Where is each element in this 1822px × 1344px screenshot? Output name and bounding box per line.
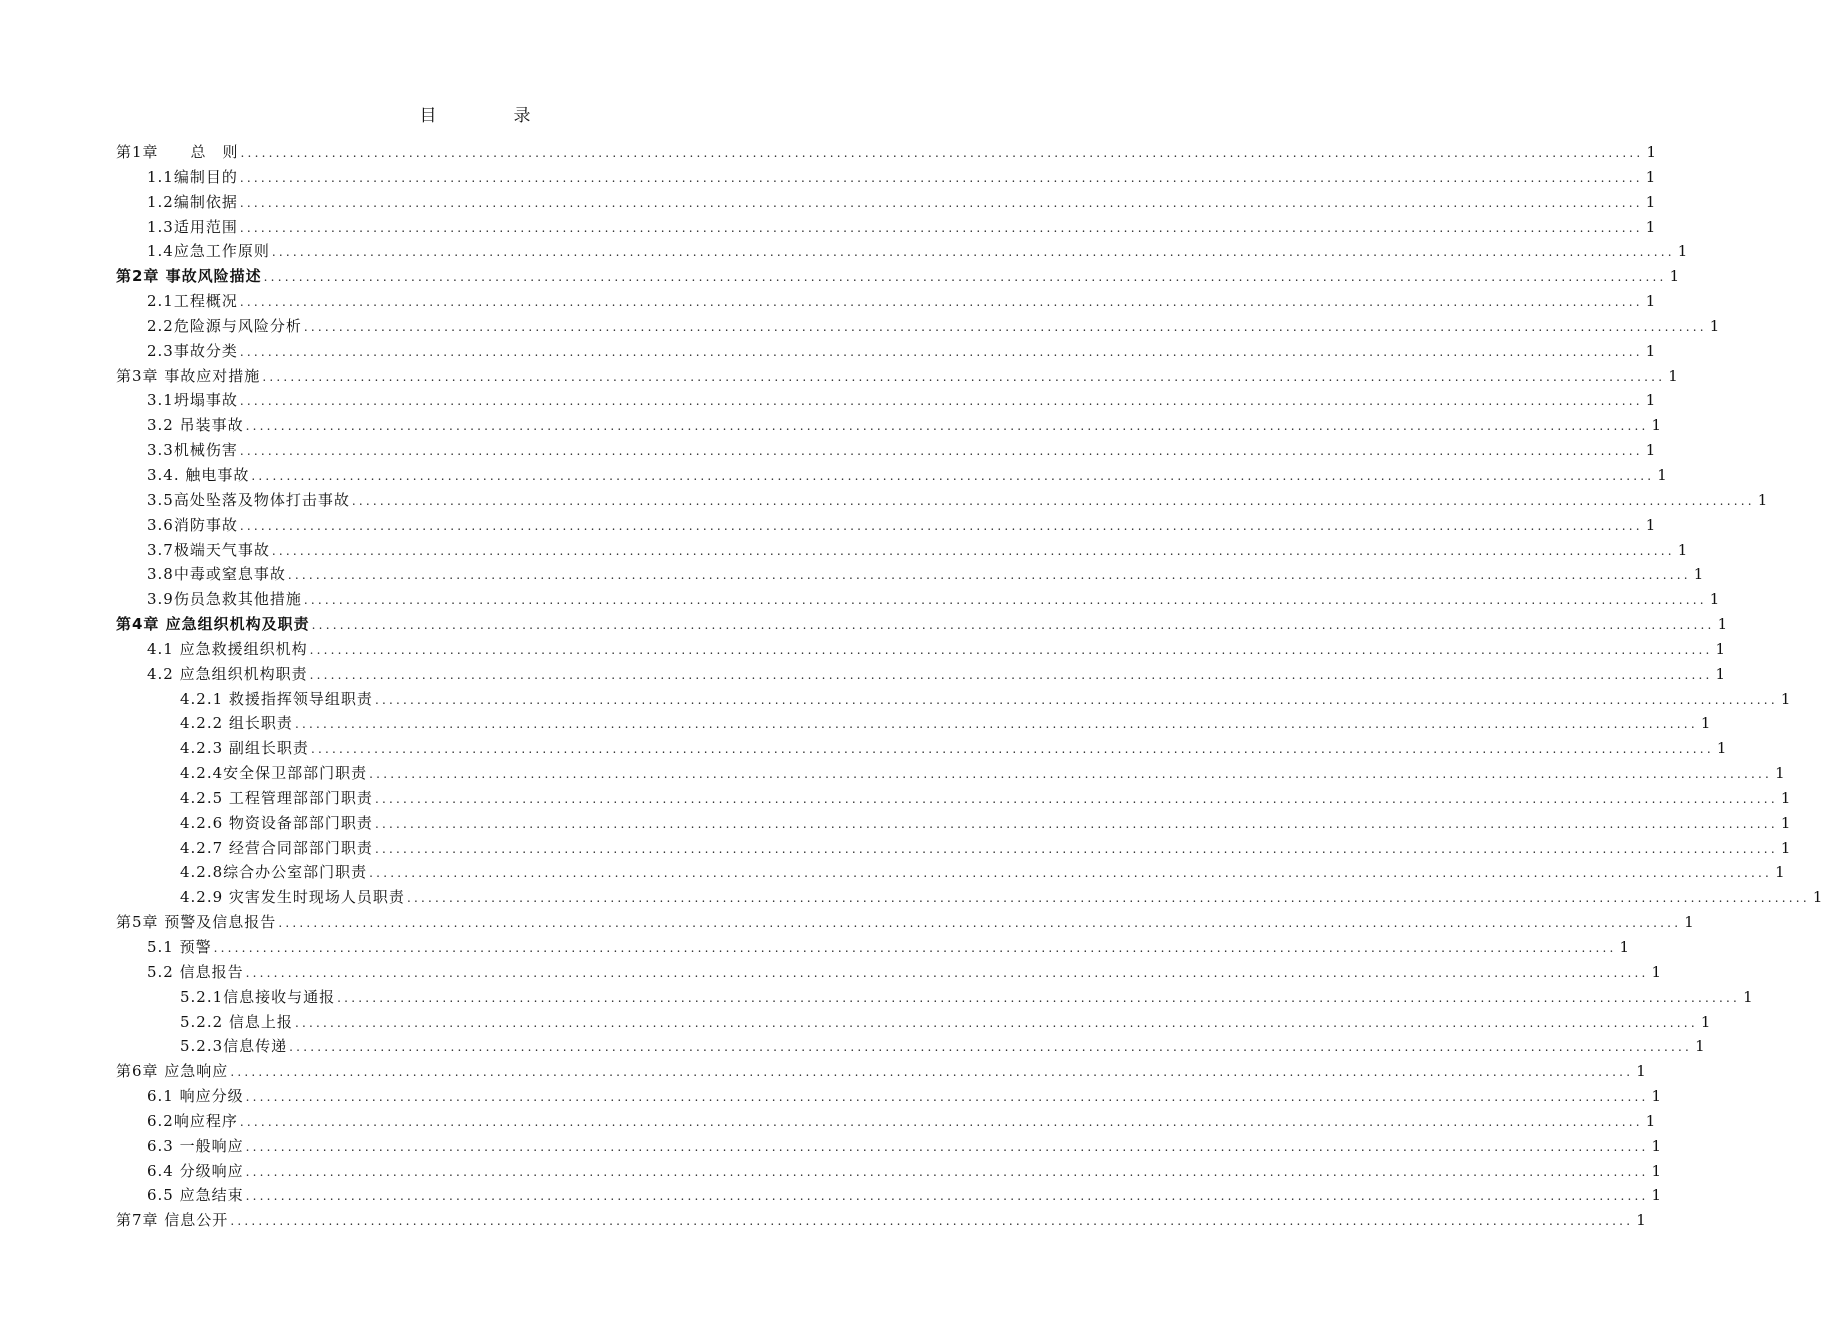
toc-entry-page-number: 1 bbox=[1700, 1012, 1711, 1031]
toc-leader-dots: ........................................................................................................................................................................................................ bbox=[240, 146, 1644, 160]
toc-entry-page-number: 1 bbox=[1645, 292, 1656, 311]
toc-entry[interactable] bbox=[116, 1183, 1662, 1208]
toc-entry-page-number: 1 bbox=[1775, 764, 1785, 783]
toc-entry-page-number: 1 bbox=[1677, 242, 1688, 261]
toc-entry[interactable] bbox=[116, 1109, 1656, 1134]
toc-entry-label: 5.2.2 信息上报 bbox=[180, 1012, 293, 1031]
toc-leader-dots: ........................................................................................................................................................................................................ bbox=[294, 1015, 1698, 1030]
toc-leader-dots: ........................................................................................................................................................................................................ bbox=[278, 916, 1682, 931]
toc-entry-page-number: 1 bbox=[1709, 590, 1720, 609]
toc-leader-dots: ........................................................................................................................................................................................................ bbox=[271, 543, 1675, 558]
toc-entry[interactable] bbox=[116, 388, 1656, 413]
toc-leader-dots: ........................................................................................................................................................................................................ bbox=[239, 195, 1643, 210]
toc-entry[interactable] bbox=[116, 438, 1656, 463]
toc-entry-page-number: 1 bbox=[1743, 987, 1753, 1006]
toc-entry[interactable] bbox=[116, 1034, 1705, 1059]
toc-entry-page-number: 1 bbox=[1645, 192, 1656, 211]
toc-entry[interactable] bbox=[116, 1208, 1646, 1233]
toc-leader-dots: ........................................................................................................................................................................................................ bbox=[239, 344, 1643, 359]
toc-entry-label: 5.2.1信息接收与通报 bbox=[180, 987, 336, 1006]
toc-entry[interactable] bbox=[116, 538, 1688, 563]
toc-entry[interactable] bbox=[116, 513, 1656, 538]
toc-entry[interactable] bbox=[116, 413, 1662, 438]
toc-entry-page-number: 1 bbox=[1651, 1136, 1662, 1155]
toc-entry-page-number: 1 bbox=[1636, 1211, 1646, 1230]
table-of-contents bbox=[116, 140, 1822, 1233]
toc-leader-dots: ........................................................................................................................................................................................................ bbox=[369, 767, 1773, 782]
toc-entry-label: 1.3适用范围 bbox=[147, 217, 238, 236]
toc-entry[interactable] bbox=[116, 587, 1720, 612]
toc-entry-page-number: 1 bbox=[1645, 1111, 1656, 1130]
toc-leader-dots: ........................................................................................................................................................................................................ bbox=[406, 891, 1810, 906]
toc-entry-page-number: 1 bbox=[1757, 490, 1768, 509]
toc-title: 目 录 bbox=[419, 106, 561, 126]
toc-entry-label: 第4章 应急组织机构及职责 bbox=[116, 615, 310, 634]
toc-leader-dots: ........................................................................................................................................................................................................ bbox=[374, 816, 1778, 831]
toc-entry-page-number: 1 bbox=[1645, 167, 1656, 186]
toc-entry-page-number: 1 bbox=[1669, 267, 1680, 286]
toc-leader-dots: ........................................................................................................................................................................................................ bbox=[337, 990, 1741, 1005]
toc-entry[interactable] bbox=[116, 463, 1667, 488]
toc-entry[interactable] bbox=[116, 836, 1791, 861]
toc-leader-dots: ........................................................................................................................................................................................................ bbox=[245, 419, 1649, 434]
toc-entry[interactable] bbox=[116, 289, 1656, 314]
toc-leader-dots: ........................................................................................................................................................................................................ bbox=[287, 568, 1691, 583]
toc-leader-dots: ........................................................................................................................................................................................................ bbox=[245, 1139, 1649, 1154]
toc-entry-page-number: 1 bbox=[1668, 366, 1678, 385]
toc-leader-dots: ........................................................................................................................................................................................................ bbox=[309, 667, 1713, 682]
toc-entry-label: 3.4. 触电事故 bbox=[147, 465, 250, 484]
toc-leader-dots: ........................................................................................................................................................................................................ bbox=[303, 593, 1707, 608]
toc-entry-page-number: 1 bbox=[1716, 739, 1727, 758]
toc-leader-dots: ........................................................................................................................................................................................................ bbox=[311, 618, 1715, 633]
toc-entry-label: 5.2 信息报告 bbox=[147, 962, 244, 981]
toc-entry-page-number: 1 bbox=[1715, 639, 1726, 658]
toc-entry[interactable] bbox=[116, 1010, 1711, 1035]
toc-entry-label: 2.1工程概况 bbox=[147, 292, 238, 311]
toc-entry-label: 第5章 预警及信息报告 bbox=[116, 913, 277, 932]
toc-entry-label: 6.5 应急结束 bbox=[147, 1186, 244, 1205]
toc-leader-dots: ........................................................................................................................................................................................................ bbox=[239, 518, 1643, 533]
toc-entry-label: 5.2.3信息传递 bbox=[180, 1037, 288, 1056]
toc-entry[interactable] bbox=[116, 811, 1791, 836]
toc-entry[interactable] bbox=[116, 239, 1688, 264]
toc-leader-dots: ........................................................................................................................................................................................................ bbox=[213, 941, 1617, 955]
toc-leader-dots: ........................................................................................................................................................................................................ bbox=[369, 866, 1773, 881]
toc-leader-dots: ........................................................................................................................................................................................................ bbox=[309, 642, 1713, 657]
toc-entry-page-number: 1 bbox=[1646, 143, 1656, 161]
toc-leader-dots: ........................................................................................................................................................................................................ bbox=[239, 394, 1643, 409]
toc-entry-label: 4.2.7 经营合同部部门职责 bbox=[180, 838, 373, 857]
toc-entry-label: 2.3事故分类 bbox=[147, 341, 238, 360]
toc-entry-page-number: 1 bbox=[1651, 1087, 1662, 1106]
toc-entry-label: 4.1 应急救援组织机构 bbox=[147, 639, 308, 658]
toc-entry-page-number: 1 bbox=[1812, 888, 1822, 907]
toc-leader-dots: ........................................................................................................................................................................................................ bbox=[251, 468, 1655, 483]
toc-leader-dots: ........................................................................................................................................................................................................ bbox=[271, 245, 1675, 260]
toc-entry-page-number: 1 bbox=[1651, 1186, 1662, 1205]
toc-entry-page-number: 1 bbox=[1619, 938, 1630, 956]
toc-entry-page-number: 1 bbox=[1657, 465, 1667, 484]
toc-leader-dots: ........................................................................................................................................................................................................ bbox=[230, 1214, 1634, 1229]
toc-leader-dots: ........................................................................................................................................................................................................ bbox=[239, 295, 1643, 310]
toc-leader-dots: ........................................................................................................................................................................................................ bbox=[230, 1065, 1634, 1080]
toc-entry[interactable] bbox=[116, 711, 1711, 736]
toc-entry[interactable] bbox=[116, 215, 1656, 240]
toc-leader-dots: ........................................................................................................................................................................................................ bbox=[262, 369, 1666, 384]
toc-entry[interactable] bbox=[116, 1134, 1662, 1159]
toc-entry[interactable] bbox=[116, 612, 1728, 637]
toc-entry-page-number: 1 bbox=[1645, 515, 1656, 534]
toc-entry[interactable] bbox=[116, 1159, 1662, 1184]
toc-entry-label: 4.2.6 物资设备部部门职责 bbox=[180, 813, 373, 832]
toc-leader-dots: ........................................................................................................................................................................................................ bbox=[374, 791, 1778, 806]
toc-leader-dots: ........................................................................................................................................................................................................ bbox=[303, 319, 1707, 334]
toc-entry-label: 3.6消防事故 bbox=[147, 515, 238, 534]
toc-entry-label: 5.1 预警 bbox=[147, 938, 212, 956]
toc-leader-dots: ........................................................................................................................................................................................................ bbox=[310, 742, 1714, 757]
toc-leader-dots: ........................................................................................................................................................................................................ bbox=[239, 1114, 1643, 1129]
toc-entry-page-number: 1 bbox=[1693, 565, 1704, 584]
toc-entry[interactable] bbox=[116, 140, 1656, 165]
toc-leader-dots: ........................................................................................................................................................................................................ bbox=[289, 1040, 1693, 1055]
toc-entry-page-number: 1 bbox=[1780, 689, 1791, 708]
toc-entry-page-number: 1 bbox=[1645, 341, 1656, 360]
toc-entry-label: 3.7极端天气事故 bbox=[147, 540, 270, 559]
toc-leader-dots: ........................................................................................................................................................................................................ bbox=[245, 1090, 1649, 1105]
toc-entry-page-number: 1 bbox=[1651, 962, 1662, 981]
toc-entry-label: 4.2 应急组织机构职责 bbox=[147, 664, 308, 683]
toc-entry-label: 6.3 一般响应 bbox=[147, 1136, 244, 1155]
toc-entry-label: 1.1编制目的 bbox=[147, 167, 238, 186]
toc-entry-label: 3.3机械伤害 bbox=[147, 441, 238, 460]
toc-entry-page-number: 1 bbox=[1715, 664, 1726, 683]
toc-leader-dots: ........................................................................................................................................................................................................ bbox=[351, 493, 1755, 508]
toc-entry-page-number: 1 bbox=[1684, 913, 1694, 932]
toc-leader-dots: ........................................................................................................................................................................................................ bbox=[245, 1189, 1649, 1204]
toc-entry-page-number: 1 bbox=[1645, 441, 1656, 460]
toc-entry[interactable] bbox=[116, 910, 1694, 935]
toc-entry-label: 3.8中毒或窒息事故 bbox=[147, 565, 286, 584]
toc-entry-page-number: 1 bbox=[1709, 316, 1720, 335]
toc-entry-label: 1.2编制依据 bbox=[147, 192, 238, 211]
toc-leader-dots: ........................................................................................................................................................................................................ bbox=[239, 220, 1643, 235]
toc-entry[interactable] bbox=[116, 1084, 1662, 1109]
toc-entry[interactable] bbox=[116, 339, 1656, 364]
toc-entry-label: 3.1坍塌事故 bbox=[147, 391, 238, 410]
toc-entry[interactable] bbox=[116, 190, 1656, 215]
toc-entry[interactable] bbox=[116, 314, 1720, 339]
toc-entry-label: 4.2.9 灾害发生时现场人员职责 bbox=[180, 888, 405, 907]
toc-leader-dots: ........................................................................................................................................................................................................ bbox=[374, 692, 1778, 707]
toc-entry-page-number: 1 bbox=[1651, 1161, 1662, 1180]
toc-entry-page-number: 1 bbox=[1717, 615, 1728, 634]
toc-entry[interactable] bbox=[116, 786, 1791, 811]
toc-entry[interactable] bbox=[116, 885, 1822, 910]
toc-entry-label: 4.2.1 救援指挥领导组职责 bbox=[180, 689, 373, 708]
toc-leader-dots: ........................................................................................................................................................................................................ bbox=[263, 270, 1667, 285]
toc-entry-page-number: 1 bbox=[1677, 540, 1688, 559]
toc-entry-page-number: 1 bbox=[1651, 416, 1662, 435]
toc-entry-label: 4.2.8综合办公室部门职责 bbox=[180, 863, 368, 882]
toc-entry-label: 第1章 总 则 bbox=[116, 143, 239, 161]
toc-entry-page-number: 1 bbox=[1700, 714, 1711, 733]
toc-entry-label: 3.5高处坠落及物体打击事故 bbox=[147, 490, 350, 509]
toc-leader-dots: ........................................................................................................................................................................................................ bbox=[294, 717, 1698, 732]
toc-entry[interactable] bbox=[116, 761, 1785, 786]
toc-leader-dots: ........................................................................................................................................................................................................ bbox=[239, 444, 1643, 459]
toc-entry-label: 3.9伤员急救其他措施 bbox=[147, 590, 302, 609]
toc-entry-page-number: 1 bbox=[1775, 863, 1785, 882]
toc-entry-label: 4.2.5 工程管理部部门职责 bbox=[180, 788, 373, 807]
toc-entry-label: 2.2危险源与风险分析 bbox=[147, 316, 302, 335]
toc-entry-page-number: 1 bbox=[1695, 1037, 1705, 1056]
toc-entry-label: 6.2响应程序 bbox=[147, 1111, 238, 1130]
toc-entry[interactable] bbox=[116, 985, 1753, 1010]
toc-entry-page-number: 1 bbox=[1645, 217, 1656, 236]
toc-leader-dots: ........................................................................................................................................................................................................ bbox=[245, 965, 1649, 980]
toc-leader-dots: ........................................................................................................................................................................................................ bbox=[245, 1164, 1649, 1179]
toc-entry-page-number: 1 bbox=[1645, 391, 1656, 410]
toc-entry-label: 4.2.4安全保卫部部门职责 bbox=[180, 764, 368, 783]
toc-entry-label: 6.4 分级响应 bbox=[147, 1161, 244, 1180]
toc-entry-label: 第2章 事故风险描述 bbox=[116, 267, 262, 286]
toc-entry[interactable] bbox=[116, 960, 1662, 985]
toc-entry[interactable] bbox=[116, 662, 1726, 687]
toc-entry-label: 6.1 响应分级 bbox=[147, 1087, 244, 1106]
toc-entry-label: 第3章 事故应对措施 bbox=[116, 366, 261, 385]
toc-entry[interactable] bbox=[116, 562, 1704, 587]
toc-leader-dots: ........................................................................................................................................................................................................ bbox=[374, 841, 1778, 856]
toc-entry[interactable] bbox=[116, 687, 1791, 712]
toc-entry[interactable] bbox=[116, 264, 1680, 289]
toc-entry[interactable] bbox=[116, 637, 1726, 662]
toc-entry[interactable] bbox=[116, 736, 1727, 761]
toc-entry-label: 1.4应急工作原则 bbox=[147, 242, 270, 261]
toc-entry-label: 第6章 应急响应 bbox=[116, 1062, 229, 1081]
toc-entry-page-number: 1 bbox=[1780, 813, 1791, 832]
toc-entry-page-number: 1 bbox=[1780, 838, 1791, 857]
toc-entry[interactable] bbox=[116, 935, 1630, 960]
toc-entry-label: 4.2.2 组长职责 bbox=[180, 714, 293, 733]
toc-entry[interactable] bbox=[116, 1059, 1646, 1084]
toc-entry[interactable] bbox=[116, 165, 1656, 190]
toc-entry-label: 第7章 信息公开 bbox=[116, 1211, 229, 1230]
toc-entry-page-number: 1 bbox=[1780, 788, 1791, 807]
toc-entry-label: 4.2.3 副组长职责 bbox=[180, 739, 309, 758]
toc-entry-page-number: 1 bbox=[1636, 1062, 1646, 1081]
toc-entry[interactable] bbox=[116, 364, 1678, 389]
toc-entry[interactable] bbox=[116, 488, 1768, 513]
toc-entry[interactable] bbox=[116, 860, 1785, 885]
toc-leader-dots: ........................................................................................................................................................................................................ bbox=[239, 170, 1643, 185]
toc-entry-label: 3.2 吊装事故 bbox=[147, 416, 244, 435]
